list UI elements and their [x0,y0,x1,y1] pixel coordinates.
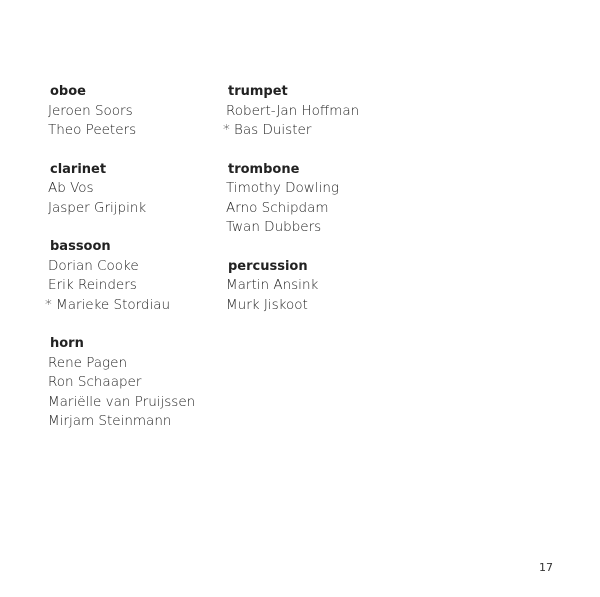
player-name: Jeroen Soors [48,102,133,119]
player-name: Theo Peeters [48,122,137,138]
section-oboe [48,82,195,141]
section-percussion [226,257,359,316]
instrument-heading: oboe [50,84,86,99]
section-horn [48,334,195,432]
section-clarinet [48,160,195,219]
instrument-heading: percussion [228,258,308,274]
player-name: Murk Jiskoot [226,296,308,313]
page-number: 17 [539,561,553,574]
player-name: Ab Vos [48,180,94,196]
player-name: Timothy Dowling [226,180,339,196]
player-name: Robert-Jan Hoffman [226,102,360,119]
player-name: Dorian Cooke [48,257,139,274]
player-name: Martin Ansink [226,277,319,293]
section-trombone [226,160,359,238]
player-name: Jasper Grijpink [48,199,147,216]
instrument-heading: trumpet [228,84,288,99]
section-bassoon [45,237,195,315]
player-name: * Marieke Stordiau [45,296,171,313]
left-column [45,82,196,451]
instrument-heading: trombone [228,161,300,177]
player-name: Mariëlle van Pruijssen [48,393,196,410]
right-column [223,82,360,334]
instrument-heading: horn [50,336,84,351]
player-name: Mirjam Steinmann [48,413,172,429]
player-name: Twan Dubbers [226,219,322,235]
section-trumpet [223,82,360,141]
player-name: * Bas Duister [223,122,312,138]
player-name: Erik Reinders [48,277,137,293]
instrument-heading: clarinet [50,161,107,177]
player-name: Ron Schaaper [48,374,142,390]
player-name: Rene Pagen [48,354,128,371]
player-name: Arno Schipdam [226,199,329,216]
instrument-heading: bassoon [50,239,111,254]
